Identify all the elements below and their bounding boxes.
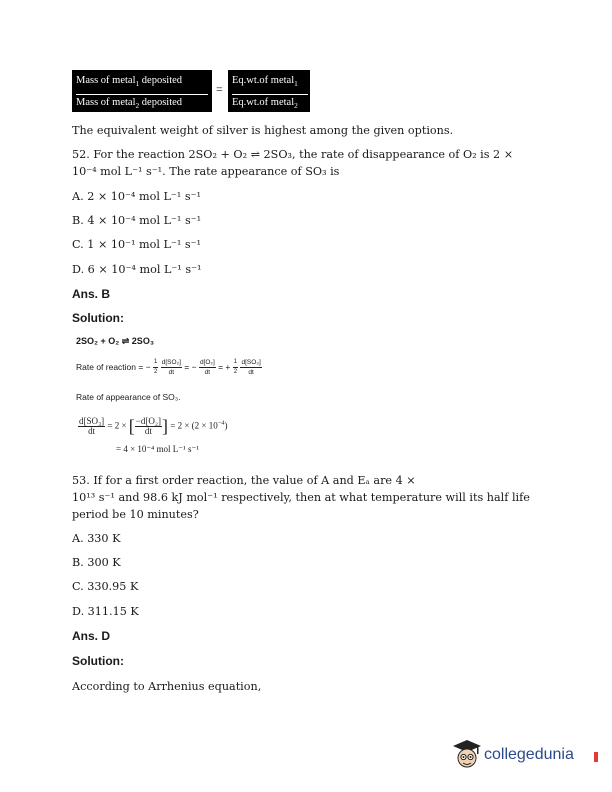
q52-solution-label: Solution: [72,311,124,325]
q52-answer: Ans. B [72,287,111,301]
collegedunia-logo[interactable] [452,738,602,772]
q53-option-d: D. 311.15 K [72,605,139,618]
q53-text-line1: 53. If for a first order reaction, the value of A and Eₐ are 4 × [72,474,416,487]
mass-denominator: Mass of metal$_2$ deposited [76,94,208,114]
q52-option-d: D. 6 × 10⁻⁴ mol L⁻¹ s⁻¹ [72,263,202,276]
q52-option-a: A. 2 × 10⁻⁴ mol L⁻¹ s⁻¹ [72,190,201,203]
q53-answer: Ans. D [72,629,111,643]
q52-option-b: B. 4 × 10⁻⁴ mol L⁻¹ s⁻¹ [72,214,202,227]
q53-option-b: B. 300 K [72,556,121,569]
graduate-mascot-icon [452,738,482,770]
eqwt-denominator: Eq.wt.of metal$_2$ [232,94,308,114]
rate-reaction-label: Rate of reaction = − [76,361,151,372]
intro-line: The equivalent weight of silver is highest among the given options. [72,124,454,137]
mass-numerator: Mass of metal$_1$ deposited [76,75,183,89]
q53-solution-label: Solution: [72,654,124,668]
q52-text-line2: 10⁻⁴ mol L⁻¹ s⁻¹. The rate appearance of SO₃ is [72,165,340,178]
mass-ratio-equation [72,70,312,114]
q53-text-line3: period be 10 minutes? [72,508,199,521]
rate-calculation-result: = 4 × 10⁻⁴ mol L⁻¹ s⁻¹ [116,444,199,454]
arrhenius-line: According to Arrhenius equation, [72,680,262,693]
q52-option-c: C. 1 × 10⁻¹ mol L⁻¹ s⁻¹ [72,238,202,251]
rate-calculation: $\frac{\text{d[SO₃]}}{dt}$ = 2 × [ $\frac{\text{−d[O₂]}}{dt}$ ] = $2 \times (2 \times 10^{-4})$ [79,416,228,436]
q53-option-a: A. 330 K [72,532,121,545]
equals-sign: = [216,82,223,96]
rate-of-reaction: Rate of reaction = − $\frac{1}{2}$ $\frac{\text{d[SO₂]}}{dt}$ = − $\frac{\text{d[O₂]}}{dt}$ = + $\frac{1}{2}$ $\frac{\text{d[SO₃]}}{dt}$ [76,359,261,376]
solution-reaction: 2SO₂ + O₂ ⇌ 2SO₃ [76,336,154,346]
q53-option-c: C. 330.95 K [72,580,139,593]
logo-text: collegedunia [484,746,574,763]
logo-accent-dot [594,752,598,762]
eqwt-numerator: Eq.wt.of metal$_1$ [232,75,298,89]
rate-appearance-label: Rate of appearance of SO₃. [76,392,181,402]
q53-text-line2: 10¹³ s⁻¹ and 98.6 kJ mol⁻¹ respectively, then at what temperature will its half life [72,491,530,504]
q52-text-line1: 52. For the reaction 2SO₂ + O₂ ⇌ 2SO₃, the rate of disappearance of O₂ is 2 × [72,148,514,161]
